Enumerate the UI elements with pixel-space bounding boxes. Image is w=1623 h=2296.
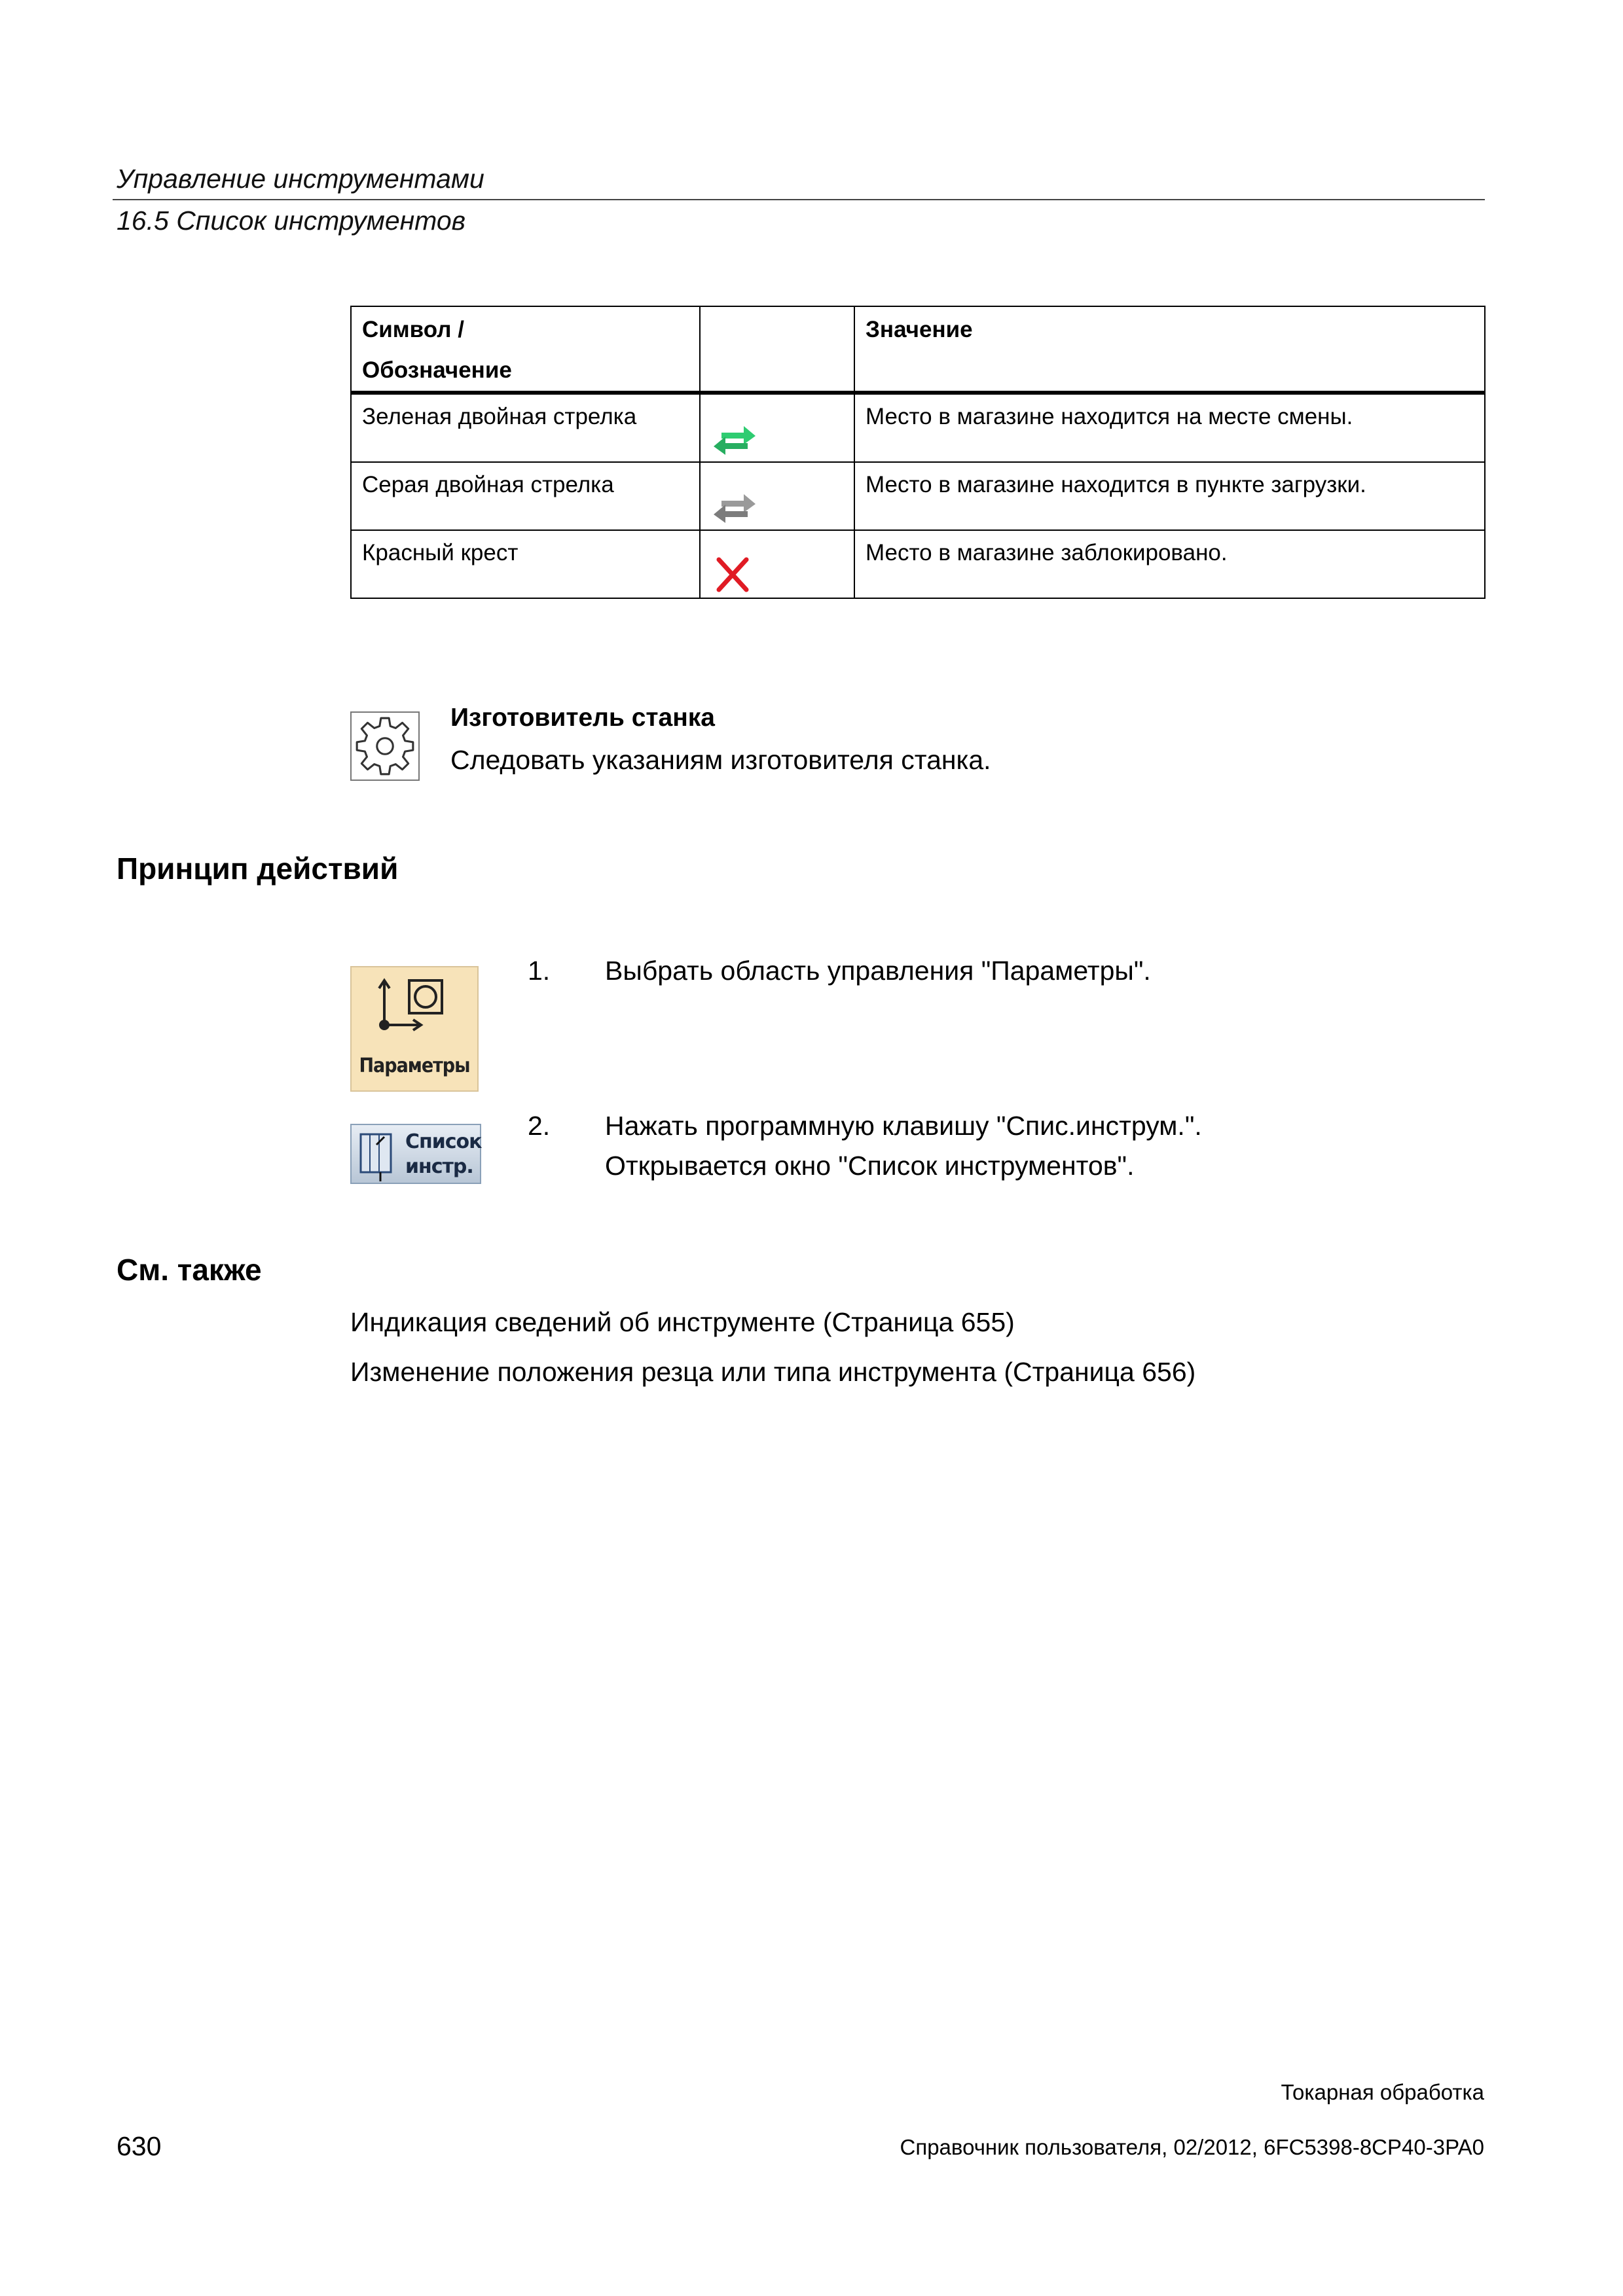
see-also-link[interactable]: Индикация сведений об инструменте (Страница 655) [350, 1307, 1015, 1337]
step-result-text: Открывается окно "Список инструментов". [605, 1151, 1135, 1181]
symbol-icon-cell [700, 393, 854, 462]
footer-product: Токарная обработка [1281, 2080, 1484, 2104]
col-header-symbol [351, 306, 700, 393]
step-number: 1. [528, 956, 551, 986]
symbol-name: Зеленая двойная стрелка [351, 393, 700, 462]
symbol-meaning: Место в магазине находится на месте смены. [854, 393, 1485, 462]
principle-heading: Принцип действий [117, 852, 399, 886]
parameters-softkey-label: Параметры [359, 1054, 470, 1077]
tool-list-softkey-label-line2: инстр. [405, 1155, 473, 1178]
tool-offset-icon [352, 967, 480, 1046]
gray-double-arrow-icon [710, 486, 759, 526]
col-header-symbol-line2: Обозначение [362, 357, 512, 383]
manufacturer-note-icon-box [350, 711, 420, 781]
note-text: Следовать указаниям изготовителя станка. [450, 745, 991, 775]
step-text: Выбрать область управления "Параметры". [605, 956, 1151, 986]
parameters-softkey[interactable] [350, 966, 479, 1092]
green-double-arrow-icon [710, 418, 759, 457]
symbol-name: Серая двойная стрелка [351, 462, 700, 530]
symbol-meaning: Место в магазине находится в пункте загрузки. [854, 462, 1485, 530]
gear-icon [352, 713, 418, 780]
symbol-meaning: Место в магазине заблокировано. [854, 530, 1485, 598]
footer-document-id: Справочник пользователя, 02/2012, 6FC5398-8CP40-3PA0 [900, 2135, 1484, 2159]
running-header-section: 16.5 Список инструментов [117, 206, 466, 236]
symbol-table [350, 306, 1486, 599]
symbol-icon-cell [700, 530, 854, 598]
running-header-chapter: Управление инструментами [117, 164, 484, 194]
symbol-name: Красный крест [351, 530, 700, 598]
see-also-heading: См. также [117, 1253, 262, 1287]
tool-list-softkey[interactable] [350, 1124, 481, 1184]
step-number: 2. [528, 1111, 551, 1141]
tool-list-icon [352, 1125, 404, 1183]
col-header-meaning: Значение [854, 306, 1485, 393]
step-text: Нажать программную клавишу "Спис.инструм.". [605, 1111, 1202, 1141]
page-number: 630 [117, 2131, 162, 2161]
see-also-link[interactable]: Изменение положения резца или типа инструмента (Страница 656) [350, 1357, 1196, 1387]
header-rule [113, 199, 1485, 200]
col-header-symbol-line1: Символ / [362, 317, 464, 342]
table-row [351, 462, 1485, 530]
table-row [351, 530, 1485, 598]
symbol-icon-cell [700, 462, 854, 530]
col-header-icon [700, 306, 854, 393]
note-title: Изготовитель станка [450, 704, 715, 732]
red-cross-icon [710, 554, 759, 594]
table-header-row [351, 306, 1485, 393]
table-row [351, 393, 1485, 462]
tool-list-softkey-label-line1: Список [405, 1130, 482, 1153]
